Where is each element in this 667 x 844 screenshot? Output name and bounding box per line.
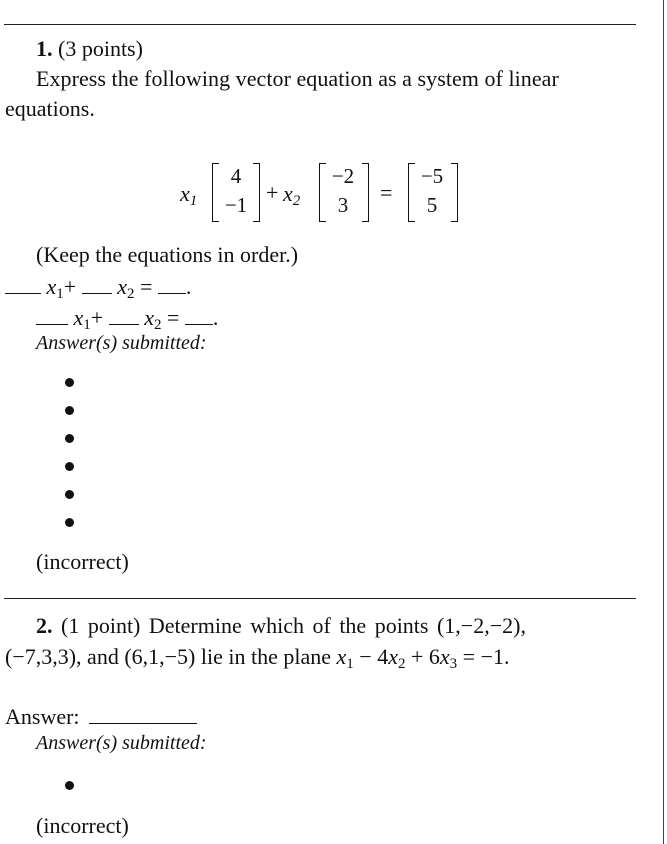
list-item bbox=[65, 781, 74, 790]
v1-bottom: −1 bbox=[224, 193, 248, 217]
list-item bbox=[65, 406, 74, 415]
v2-bottom: 3 bbox=[337, 193, 349, 217]
list-item bbox=[65, 378, 74, 387]
list-item bbox=[65, 434, 74, 443]
eq1-coef1-input[interactable] bbox=[5, 293, 41, 294]
rhs-top: −5 bbox=[420, 164, 444, 188]
problem2-submitted-label: Answer(s) submitted: bbox=[36, 732, 207, 754]
problem1-submitted-label: Answer(s) submitted: bbox=[36, 332, 207, 354]
problem2-text: (1 point) Determine which of the points (1,−2,−2), bbox=[61, 613, 526, 638]
answer-label: Answer: bbox=[5, 704, 80, 729]
problem1-prompt-line2: equations. bbox=[5, 96, 95, 121]
problem-divider bbox=[4, 598, 636, 599]
problem2-line2: (−7,3,3), and (6,1,−5) lie in the plane $x_1 - 4x_2 + 6x_3 = -1$. bbox=[5, 644, 510, 672]
eq1-coef2-input[interactable] bbox=[82, 293, 112, 294]
eq-var-x1: $x_1$ bbox=[180, 181, 198, 209]
eq-var-x2: $x_2$ bbox=[283, 181, 301, 209]
right-border bbox=[663, 0, 664, 844]
list-item bbox=[65, 490, 74, 499]
v1-top: 4 bbox=[230, 164, 242, 188]
eq2-coef2-input[interactable] bbox=[109, 324, 139, 325]
equation-row-2: $x_1+ x_2$ = . bbox=[36, 307, 218, 329]
equation-row-1: $x_1+ x_2$ = . bbox=[5, 276, 191, 298]
problem2-status: (incorrect) bbox=[36, 813, 129, 838]
problem1-status: (incorrect) bbox=[36, 549, 129, 574]
problem2-line1 bbox=[36, 615, 526, 637]
rhs-right-bracket bbox=[451, 163, 458, 222]
eq2-coef1-input[interactable] bbox=[36, 324, 68, 325]
eq2-rhs-input[interactable] bbox=[185, 324, 213, 325]
problem1-instruction: (Keep the equations in order.) bbox=[36, 242, 299, 267]
eq1-rhs-input[interactable] bbox=[158, 293, 186, 294]
list-item bbox=[65, 462, 74, 471]
problem1-header bbox=[36, 38, 143, 60]
eq-equals: = bbox=[380, 180, 393, 205]
v1-right-bracket bbox=[253, 163, 260, 222]
rhs-bottom: 5 bbox=[426, 193, 438, 217]
problem2-answer-row bbox=[5, 706, 197, 728]
problem1-points: (3 points) bbox=[58, 36, 143, 61]
problem2-number: 2. bbox=[36, 613, 53, 638]
eq-plus: + bbox=[266, 180, 279, 205]
problem1-number: 1. bbox=[36, 36, 53, 61]
top-divider bbox=[4, 24, 636, 25]
v2-top: −2 bbox=[331, 164, 355, 188]
list-item bbox=[65, 518, 74, 527]
problem1-prompt-line1: Express the following vector equation as a system of linear bbox=[36, 66, 559, 91]
v2-right-bracket bbox=[362, 163, 369, 222]
problem2-answer-input[interactable] bbox=[89, 723, 197, 724]
